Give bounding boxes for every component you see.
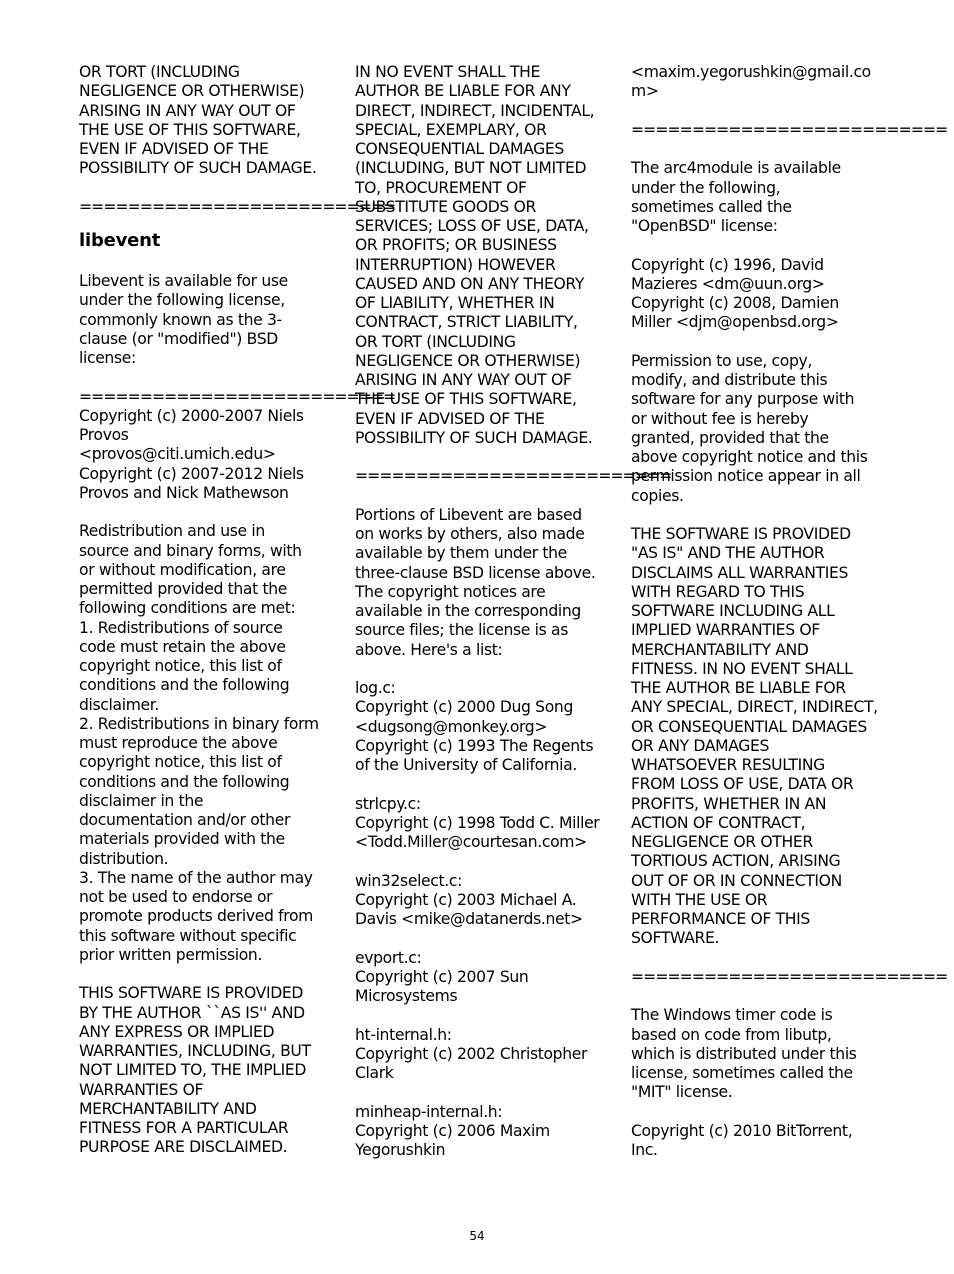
file-copyright-strlcpy-c: strlcpy.c: Copyright (c) 1998 Todd C. Miller <Todd.Miller@courtesan.com> <box>355 794 600 851</box>
bittorrent-copyright: Copyright (c) 2010 BitTorrent, Inc. <box>631 1121 853 1159</box>
liability-disclaimer: IN NO EVENT SHALL THE AUTHOR BE LIABLE FOR ANY DIRECT, INDIRECT, INCIDENTAL, SPECIAL, EXEMPLARY, OR CONSEQUENTIAL DAMAGES (INCLUDING, BUT NOT LIMITED TO, PROCUREMENT OF SUBSTITUTE GOODS OR SERVICES; LOSS OF USE, DATA, OR PROFITS; OR BUSINESS INTERRUPTION) HOWEVER CAUSED AND ON ANY THEORY OF LIABILITY, WHETHER IN CONTRACT, STRICT LIABILITY, OR TORT (INCLUDING NEGLIGENCE OR OTHERWISE) ARISING IN ANY WAY OUT OF THE USE OF THIS SOFTWARE, EVEN IF ADVISED OF THE POSSIBILITY OF SUCH DAMAGE. <box>355 63 595 447</box>
openbsd-disclaimer: THE SOFTWARE IS PROVIDED "AS IS" AND THE AUTHOR DISCLAIMS ALL WARRANTIES WITH REGARD TO THIS SOFTWARE INCLUDING ALL IMPLIED WARRANTIES OF MERCHANTABILITY AND FITNESS. IN NO EVENT SHALL THE AUTHOR BE LIABLE FOR ANY SPECIAL, DIRECT, INDIRECT, OR CONSEQUENTIAL DAMAGES OR ANY DAMAGES WHATSOEVER RESULTING FROM LOSS OF USE, DATA OR PROFITS, WHETHER IN AN ACTION OF CONTRACT, NEGLIGENCE OR OTHER TORTIOUS ACTION, ARISING OUT OF OR IN CONNECTION WITH THE USE OR PERFORMANCE OF THIS SOFTWARE. <box>631 525 878 948</box>
portions-notice: Portions of Libevent are based on works by others, also made available by them under the three-clause BSD license above. The copyright notices are available in the corresponding source files; the license is as above. Here's a list: <box>355 505 596 659</box>
column-1 <box>79 63 396 1158</box>
separator-line: ========================== <box>79 387 396 406</box>
license-intro-text: Libevent is available for use under the following license, commonly known as the 3- clause (or "modified") BSD license: <box>79 272 288 367</box>
permission-notice: Permission to use, copy, modify, and distribute this software for any purpose with or without fee is hereby granted, provided that the above copyright notice and this permission notice appear in all copies. <box>631 351 868 505</box>
page-number: 54 <box>469 1229 485 1243</box>
column-2 <box>355 63 672 1160</box>
arc4module-license-intro: The arc4module is available under the following, sometimes called the "OpenBSD" license: <box>631 159 841 235</box>
email-continuation: <maxim.yegorushkin@gmail.co m> <box>631 63 871 101</box>
separator-line: ========================== <box>631 120 948 139</box>
license-text-block: OR TORT (INCLUDING NEGLIGENCE OR OTHERWISE) ARISING IN ANY WAY OUT OF THE USE OF THIS SOFTWARE, EVEN IF ADVISED OF THE POSSIBILITY OF SUCH DAMAGE. <box>79 63 317 178</box>
file-copyright-log-c: log.c: Copyright (c) 2000 Dug Song <dugsong@monkey.org> Copyright (c) 1993 The Regents of the University of California. <box>355 679 594 774</box>
warranty-disclaimer: THIS SOFTWARE IS PROVIDED BY THE AUTHOR ``AS IS'' AND ANY EXPRESS OR IMPLIED WARRANTIES, INCLUDING, BUT NOT LIMITED TO, THE IMPLIED WARRANTIES OF MERCHANTABILITY AND FITNESS FOR A PARTICULAR PURPOSE ARE DISCLAIMED. <box>79 984 311 1157</box>
file-copyright-ht-internal-h: ht-internal.h: Copyright (c) 2002 Christopher Clark <box>355 1025 588 1082</box>
file-copyright-win32select-c: win32select.c: Copyright (c) 2003 Michael A. Davis <mike@datanerds.net> <box>355 871 583 928</box>
section-heading-libevent: libevent <box>79 230 161 251</box>
arc4module-copyright: Copyright (c) 1996, David Mazieres <dm@uun.org> Copyright (c) 2008, Damien Miller <djm@openbsd.org> <box>631 255 839 332</box>
separator-line: ========================== <box>355 467 672 486</box>
copyright-notice: Copyright (c) 2000-2007 Niels Provos <provos@citi.umich.edu> Copyright (c) 2007-2012 Niels Provos and Nick Mathewson <box>79 406 304 502</box>
file-copyright-minheap-internal-h: minheap-internal.h: Copyright (c) 2006 Maxim Yegorushkin <box>355 1102 550 1159</box>
separator-line: ========================== <box>631 967 948 986</box>
separator-line: ========================== <box>79 197 396 216</box>
redistribution-conditions: Redistribution and use in source and binary forms, with or without modification, are permitted provided that the following conditions are met: 1. Redistributions of source code must retain the above copyright notice, this list of conditions and the following disclaimer. 2. Redistributions in binary form must reproduce the above copyright notice, this list of conditions and the following disclaimer in the documentation and/or other materials provided with the distribution. 3. The name of the author may not be used to endorse or promote products derived from this software without specific prior written permission. <box>79 522 319 964</box>
windows-timer-notice: The Windows timer code is based on code from libutp, which is distributed under this license, sometimes called the "MIT" license. <box>631 1006 857 1102</box>
column-3 <box>631 63 948 1160</box>
file-copyright-evport-c: evport.c: Copyright (c) 2007 Sun Microsystems <box>355 948 529 1005</box>
